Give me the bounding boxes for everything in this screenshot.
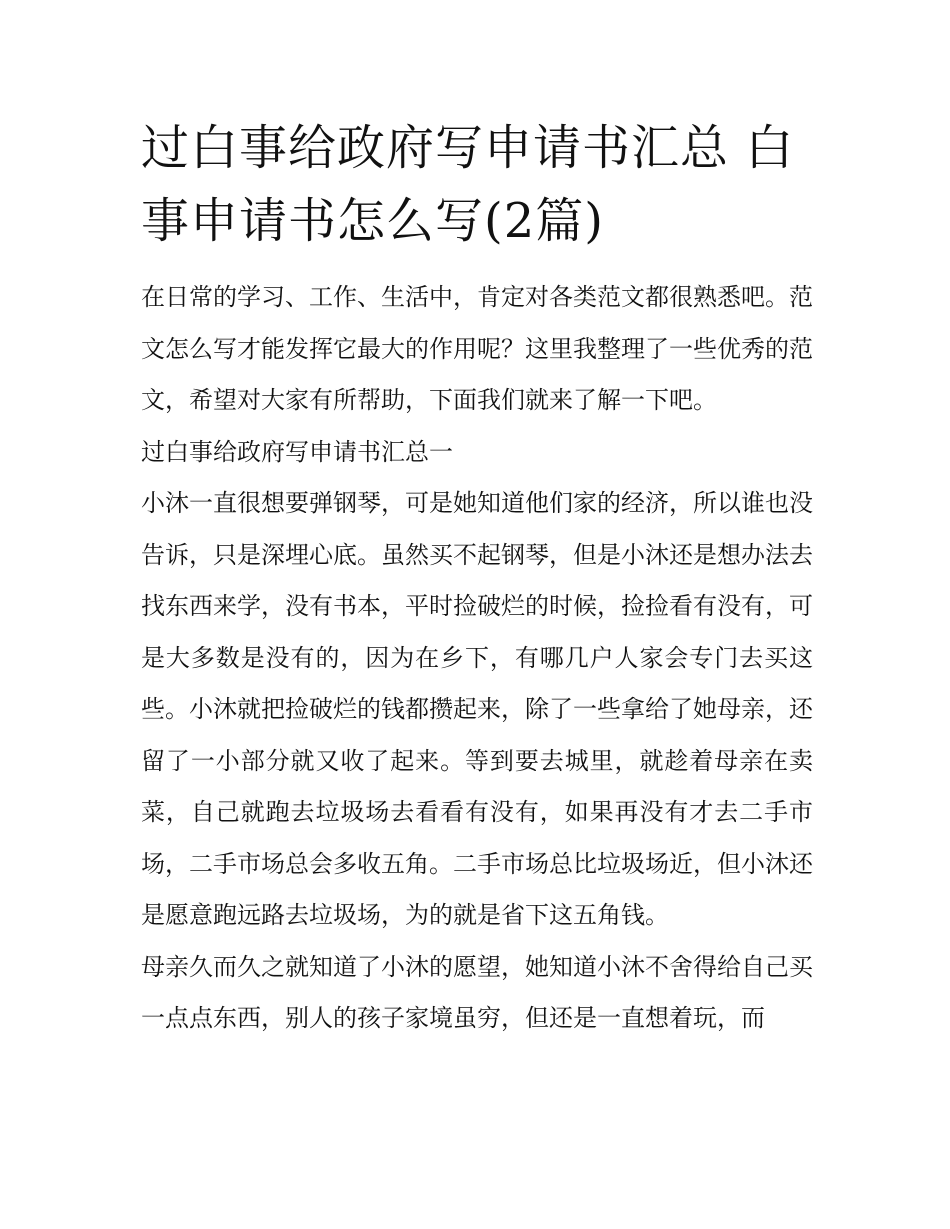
- section-heading: 过白事给政府写申请书汇总一: [141, 437, 453, 466]
- document-title: 过白事给政府写申请书汇总 白事申请书怎么写(2篇): [141, 120, 795, 249]
- body-paragraph: 母亲久而久之就知道了小沐的愿望，她知道小沐不舍得给自己买一点点东西，别人的孩子家境虽穷，但还是一直想着玩，而: [141, 952, 813, 1032]
- body-paragraph: 小沐一直很想要弹钢琴，可是她知道他们家的经济，所以谁也没告诉，只是深埋心底。虽然买不起钢琴，但是小沐还是想办法去找东西来学，没有书本，平时捡破烂的时候，捡捡看有没有，可是大多数是没有的，因为在乡下，有哪几户人家会专门去买这些。小沐就把捡破烂的钱都攒起来，除了一些拿给了她母亲，还留了一小部分就又收了起来。等到要去城里，就趁着母亲在卖菜，自己就跑去垃圾场去看看有没有，如果再没有才去二手市场，二手市场总会多收五角。二手市场总比垃圾场近，但小沐还是愿意跑远路去垃圾场，为的就是省下这五角钱。: [141, 489, 813, 929]
- intro-paragraph: 在日常的学习、工作、生活中，肯定对各类范文都很熟悉吧。范文怎么写才能发挥它最大的作用呢？这里我整理了一些优秀的范文，希望对大家有所帮助，下面我们就来了解一下吧。: [141, 283, 813, 414]
- document-page: [141, 112, 813, 1045]
- document-body: [141, 272, 813, 1045]
